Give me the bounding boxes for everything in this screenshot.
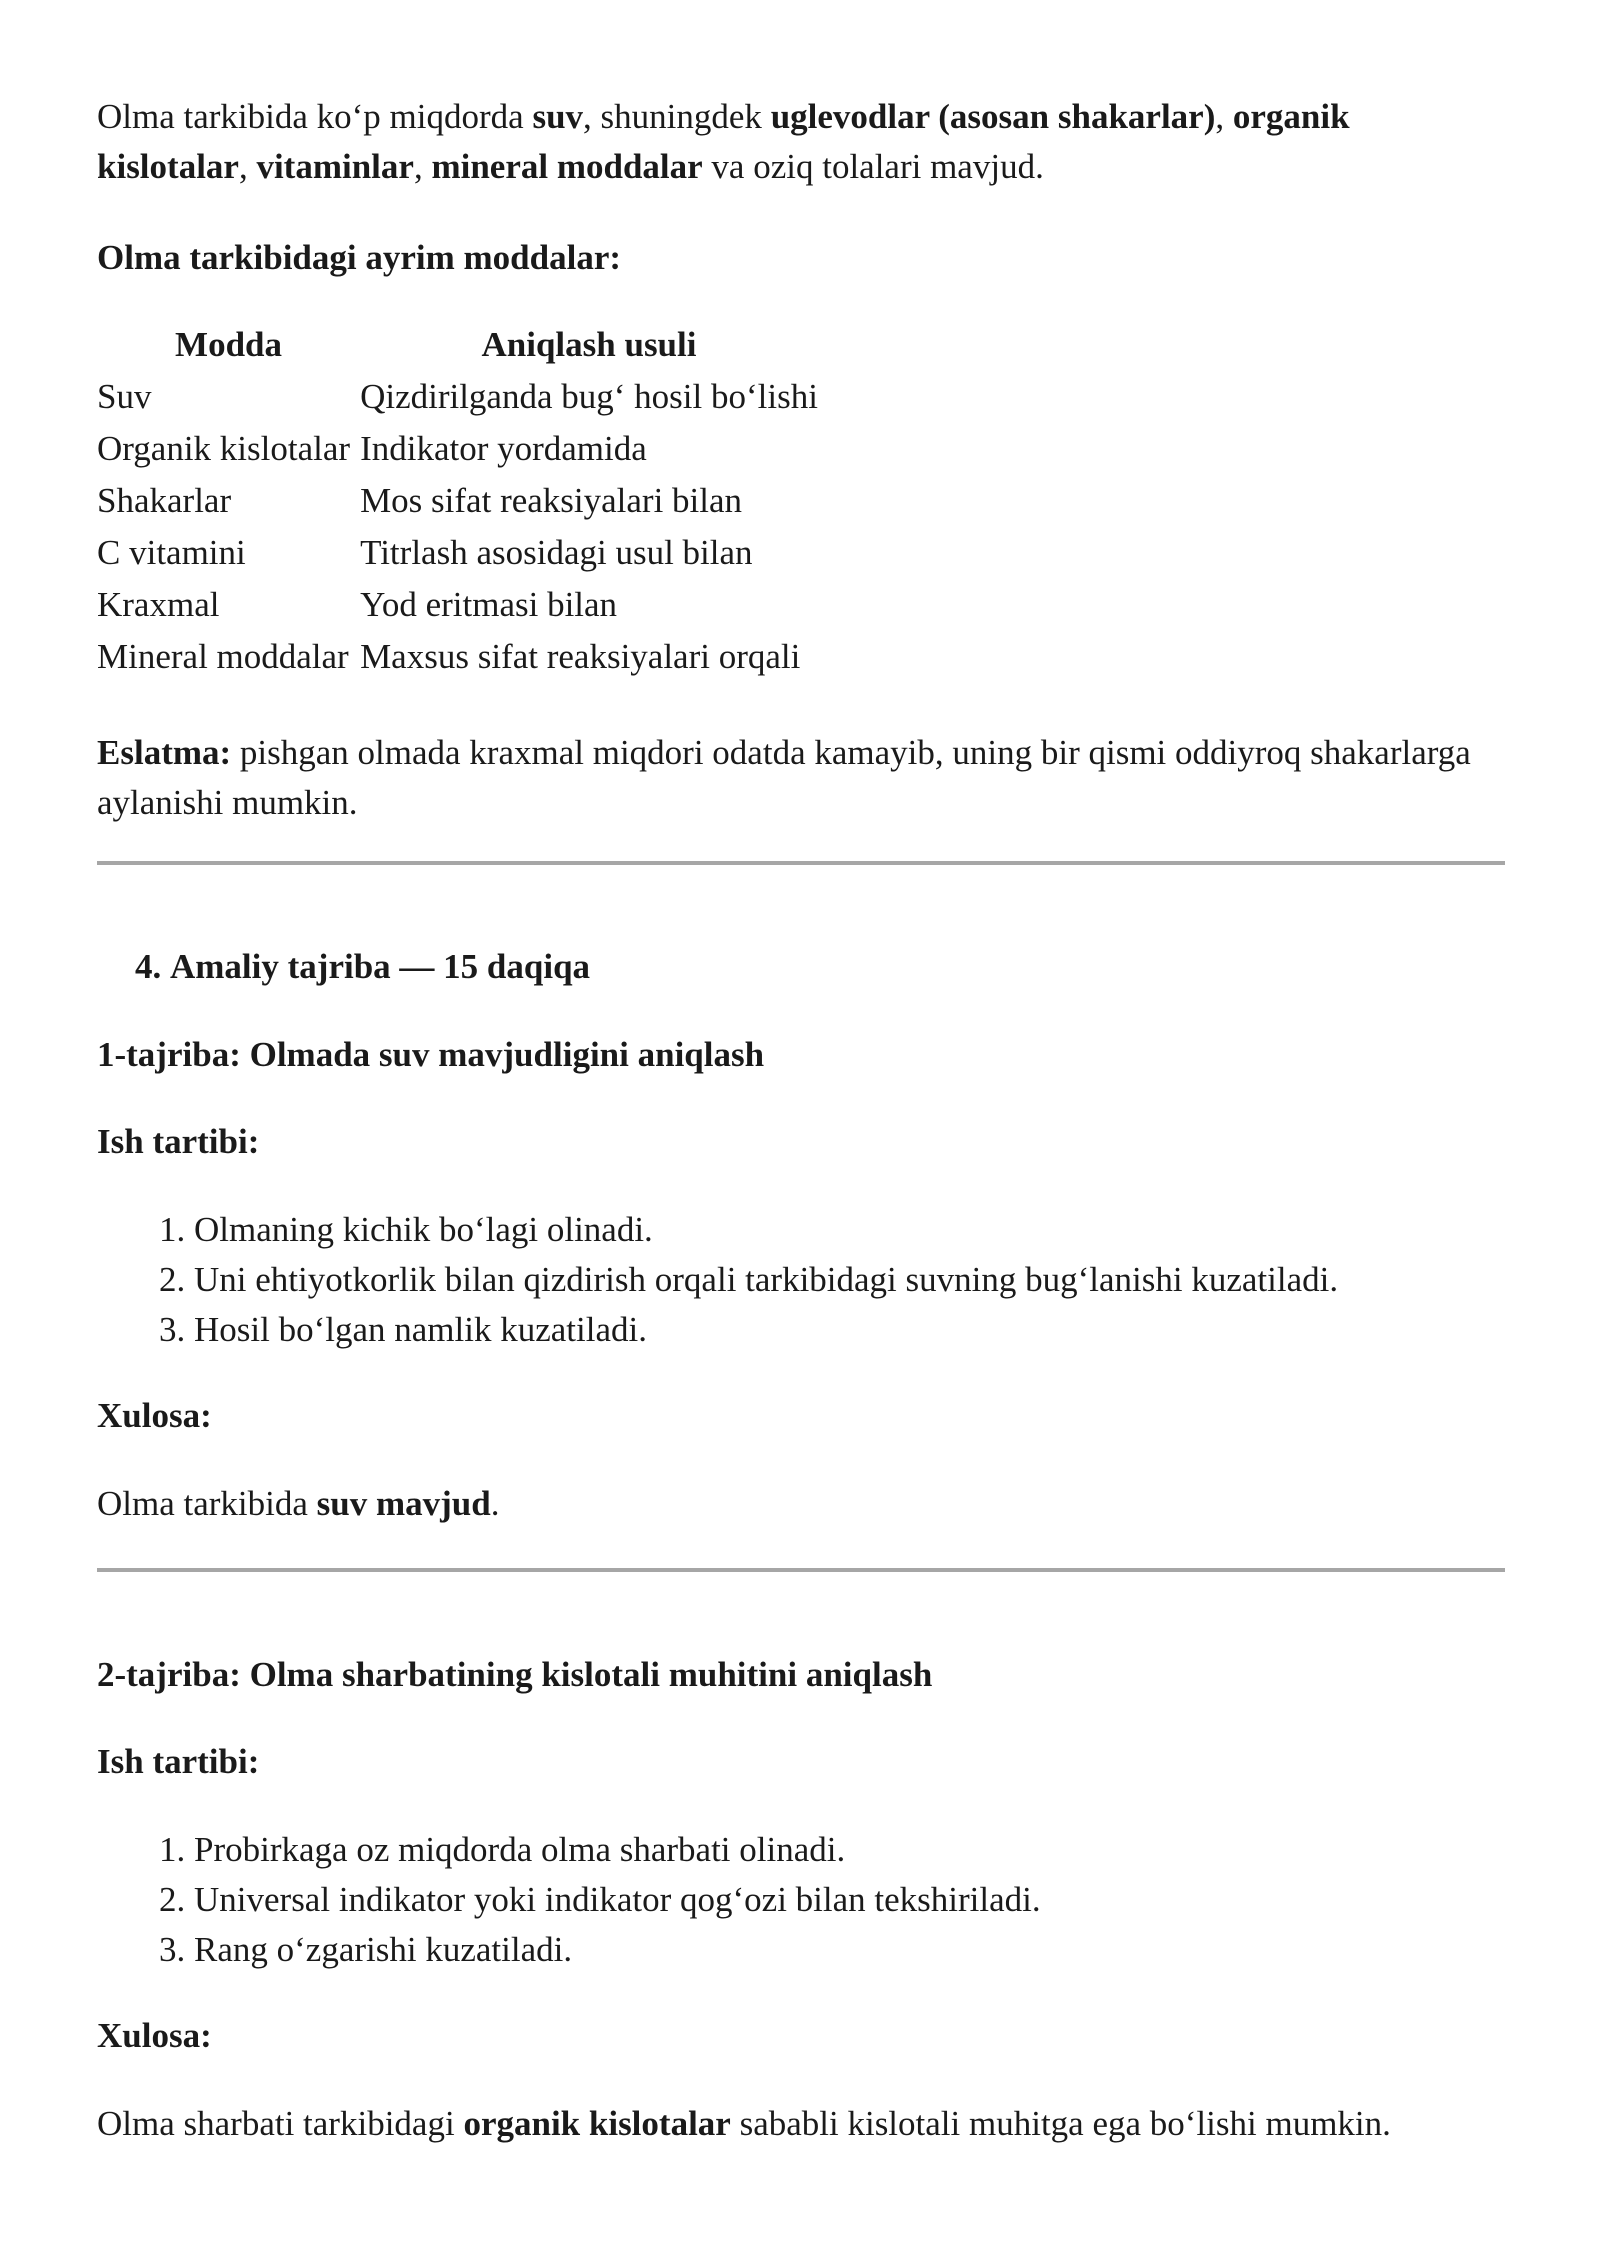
exp1-procedure-label xyxy=(97,1117,1507,1167)
exp2-title-text: 2-tajriba: Olma sharbatining kislotali muhitini aniqlash xyxy=(97,1655,933,1694)
exp2-conclusion-text: Olma sharbati tarkibidagi xyxy=(97,2104,464,2143)
exp2-procedure-label xyxy=(97,1737,1507,1787)
table-cell-substance: Shakarlar xyxy=(97,481,232,520)
intro-bold-water: suv xyxy=(532,97,584,136)
exp1-conclusion xyxy=(97,1479,1507,1529)
table-cell-method: Maxsus sifat reaksiyalari orqali xyxy=(360,637,801,676)
exp2-conclusion xyxy=(97,2099,1507,2149)
exp1-title xyxy=(97,1030,1507,1080)
exp2-procedure-label-text: Ish tartibi: xyxy=(97,1742,260,1781)
list-item: 3. Hosil boʻlgan namlik kuzatiladi. xyxy=(194,1305,1600,1355)
intro-text-1: Olma tarkibida koʻp miqdorda xyxy=(97,97,533,136)
note-text: pishgan olmada kraxmal miqdori odatda kamayib, uning bir qismi oddiyroq shakarlarga aylanishi mumkin. xyxy=(97,733,1471,822)
list-item: 2. Uni ehtiyotkorlik bilan qizdirish orqali tarkibidagi suvning bugʻlanishi kuzatiladi. xyxy=(194,1255,1600,1305)
table-cell-method: Yod eritmasi bilan xyxy=(360,585,618,624)
table-row xyxy=(97,579,818,631)
exp1-conclusion-label xyxy=(97,1391,1507,1441)
intro-text-6: va oziq tolalari mavjud. xyxy=(702,147,1044,186)
section-4-heading xyxy=(97,942,1545,992)
table-cell-substance: Organik kislotalar xyxy=(97,429,351,468)
intro-text-3: , xyxy=(1215,97,1233,136)
table-row xyxy=(97,371,818,423)
intro-bold-minerals: mineral moddalar xyxy=(431,147,703,186)
table-cell-method: Indikator yordamida xyxy=(360,429,647,468)
intro-text-4: , xyxy=(238,147,257,186)
section-divider xyxy=(97,861,1505,865)
exp1-conclusion-bold: suv mavjud xyxy=(316,1484,491,1523)
table-row xyxy=(97,527,818,579)
intro-text-5: , xyxy=(413,147,432,186)
table-header-method: Aniqlash usuli xyxy=(481,325,697,364)
exp2-steps-list xyxy=(97,1825,1600,1975)
section-4-number: 4. xyxy=(135,947,162,986)
table-row xyxy=(97,423,818,475)
note-label: Eslatma: xyxy=(97,733,232,772)
section-divider xyxy=(97,1568,1505,1572)
table-cell-method: Mos sifat reaksiyalari bilan xyxy=(360,481,743,520)
intro-paragraph xyxy=(97,92,1507,192)
exp1-conclusion-end: . xyxy=(490,1484,500,1523)
exp1-title-text: 1-tajriba: Olmada suv mavjudligini aniqlash xyxy=(97,1035,765,1074)
substances-table xyxy=(97,319,818,683)
exp2-title xyxy=(97,1650,1507,1700)
exp1-steps-list xyxy=(97,1205,1600,1355)
table-cell-substance: Mineral moddalar xyxy=(97,637,349,676)
exp2-conclusion-label xyxy=(97,2011,1507,2061)
exp2-conclusion-bold: organik kislotalar xyxy=(463,2104,731,2143)
intro-bold-vitamins: vitaminlar xyxy=(256,147,414,186)
table-header-row xyxy=(97,319,818,371)
table-cell-substance: C vitamini xyxy=(97,533,246,572)
table-cell-method: Titrlash asosidagi usul bilan xyxy=(360,533,753,572)
exp2-conclusion-label-text: Xulosa: xyxy=(97,2016,212,2055)
exp1-conclusion-label-text: Xulosa: xyxy=(97,1396,212,1435)
table-cell-substance: Kraxmal xyxy=(97,585,220,624)
note-paragraph xyxy=(97,728,1507,828)
intro-text-2: , shuningdek xyxy=(583,97,771,136)
list-item: 2. Universal indikator yoki indikator qogʻozi bilan tekshiriladi. xyxy=(194,1875,1600,1925)
exp1-conclusion-text: Olma tarkibida xyxy=(97,1484,317,1523)
list-item: 1. Olmaning kichik boʻlagi olinadi. xyxy=(194,1205,1600,1255)
exp2-conclusion-end: sababli kislotali muhitga ega boʻlishi mumkin. xyxy=(730,2104,1391,2143)
list-item: 1. Probirkaga oz miqdorda olma sharbati olinadi. xyxy=(194,1825,1600,1875)
table-header-substance: Modda xyxy=(175,325,283,364)
table-cell-method: Qizdirilganda bugʻ hosil boʻlishi xyxy=(360,377,818,416)
list-item: 3. Rang oʻzgarishi kuzatiladi. xyxy=(194,1925,1600,1975)
intro-bold-carbohydrates: uglevodlar (asosan shakarlar) xyxy=(770,97,1216,136)
substances-heading xyxy=(97,233,1507,283)
substances-heading-text: Olma tarkibidagi ayrim moddalar: xyxy=(97,238,622,277)
table-row xyxy=(97,475,818,527)
intro-bold-organic-acids: organik kislotalar xyxy=(97,97,1350,186)
table-cell-substance: Suv xyxy=(97,377,152,416)
table-row xyxy=(97,631,818,683)
exp1-procedure-label-text: Ish tartibi: xyxy=(97,1122,260,1161)
section-4-title: Amaliy tajriba — 15 daqiqa xyxy=(170,947,591,986)
